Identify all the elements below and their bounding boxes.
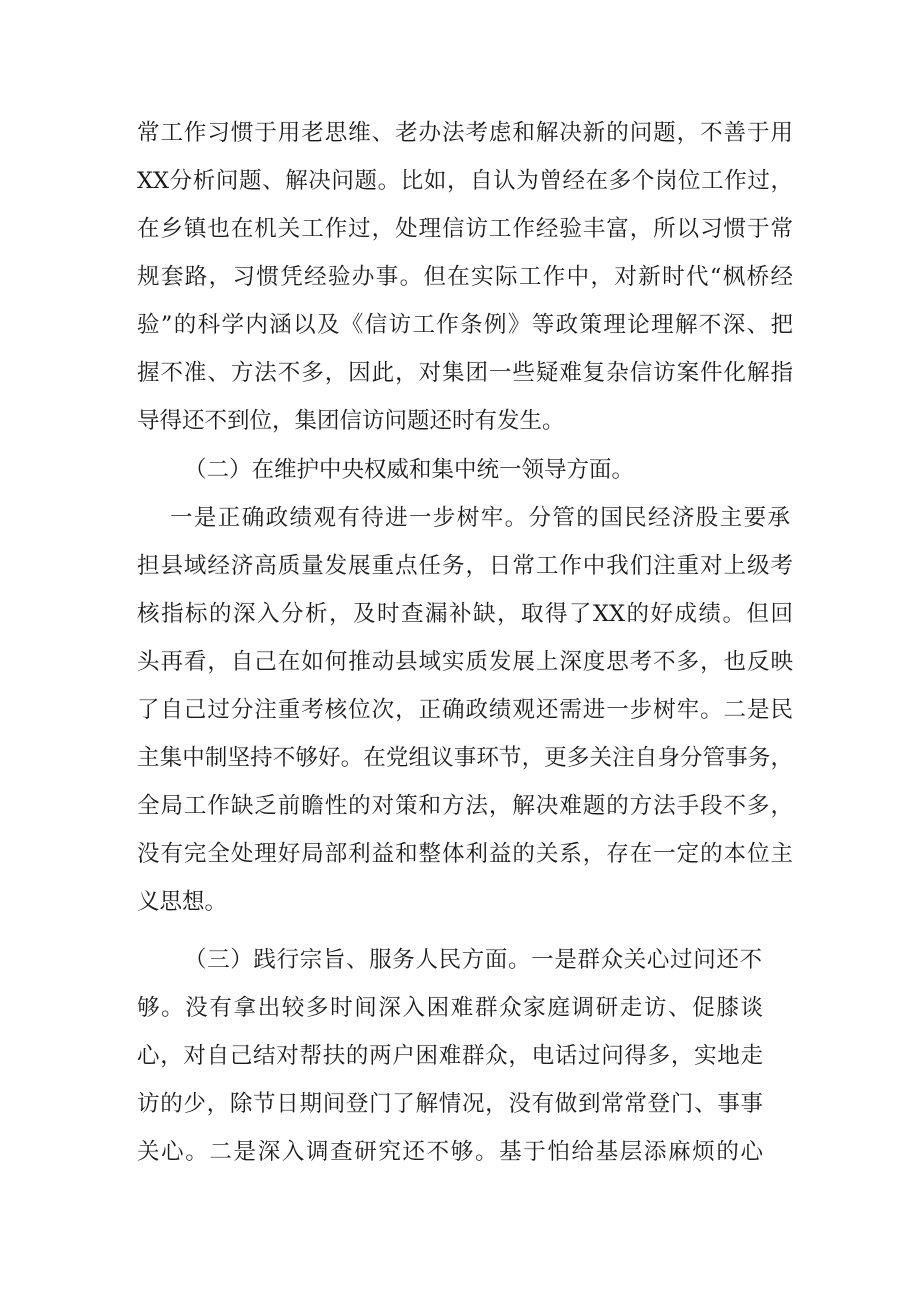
paragraph-line: 够。没有拿出较多时间深入困难群众家庭调研走访、促膝谈 (137, 995, 763, 1021)
paragraph-line: 全局工作缺乏前瞻性的对策和方法，解决难题的方法手段不多， (137, 793, 793, 819)
paragraph-line: XX分析问题、解决问题。比如，自认为曾经在多个岗位工作过， (137, 168, 793, 194)
paragraph-line: 规套路，习惯凭经验办事。但在实际工作中，对新时代“枫桥经 (137, 264, 793, 290)
paragraph-line: 导得还不到位，集团信访问题还时有发生。 (137, 408, 565, 434)
paragraph-line: 核指标的深入分析，及时查漏补缺，取得了XX的好成绩。但回 (137, 601, 793, 627)
paragraph-line: 主集中制坚持不够好。在党组议事环节，更多关注自身分管事务， (137, 745, 793, 771)
paragraph-line: 在乡镇也在机关工作过，处理信访工作经验丰富，所以习惯于常 (137, 216, 793, 242)
paragraph-line: 关心。二是深入调查研究还不够。基于怕给基层添麻烦的心 (137, 1139, 763, 1165)
paragraph-line: 担县域经济高质量发展重点任务，日常工作中我们注重对上级考 (137, 553, 793, 579)
paragraph-line: 头再看，自己在如何推动县域实质发展上深度思考不多，也反映 (137, 649, 793, 675)
paragraph-line: 一是正确政绩观有待进一步树牢。分管的国民经济股主要承 (170, 505, 790, 531)
paragraph-line: 验”的科学内涵以及《信访工作条例》等政策理论理解不深、把 (137, 312, 793, 338)
paragraph-line: 了自己过分注重考核位次，正确政绩观还需进一步树牢。二是民 (137, 697, 793, 723)
paragraph-line: 心，对自己结对帮扶的两户困难群众，电话过问得多，实地走 (137, 1043, 763, 1069)
section-heading-line: （三）践行宗旨、服务人民方面。一是群众关心过问还不 (184, 947, 762, 973)
paragraph-line: 义思想。 (137, 889, 228, 915)
paragraph-line: 访的少，除节日期间登门了解情况，没有做到常常登门、事事 (137, 1091, 763, 1117)
section-heading: （二）在维护中央权威和集中统一领导方面。 (184, 457, 635, 483)
paragraph-line: 握不准、方法不多，因此，对集团一些疑难复杂信访案件化解指 (137, 360, 793, 386)
paragraph-line: 常工作习惯于用老思维、老办法考虑和解决新的问题，不善于用 (137, 120, 793, 146)
paragraph-line: 没有完全处理好局部利益和整体利益的关系，存在一定的本位主 (137, 841, 793, 867)
